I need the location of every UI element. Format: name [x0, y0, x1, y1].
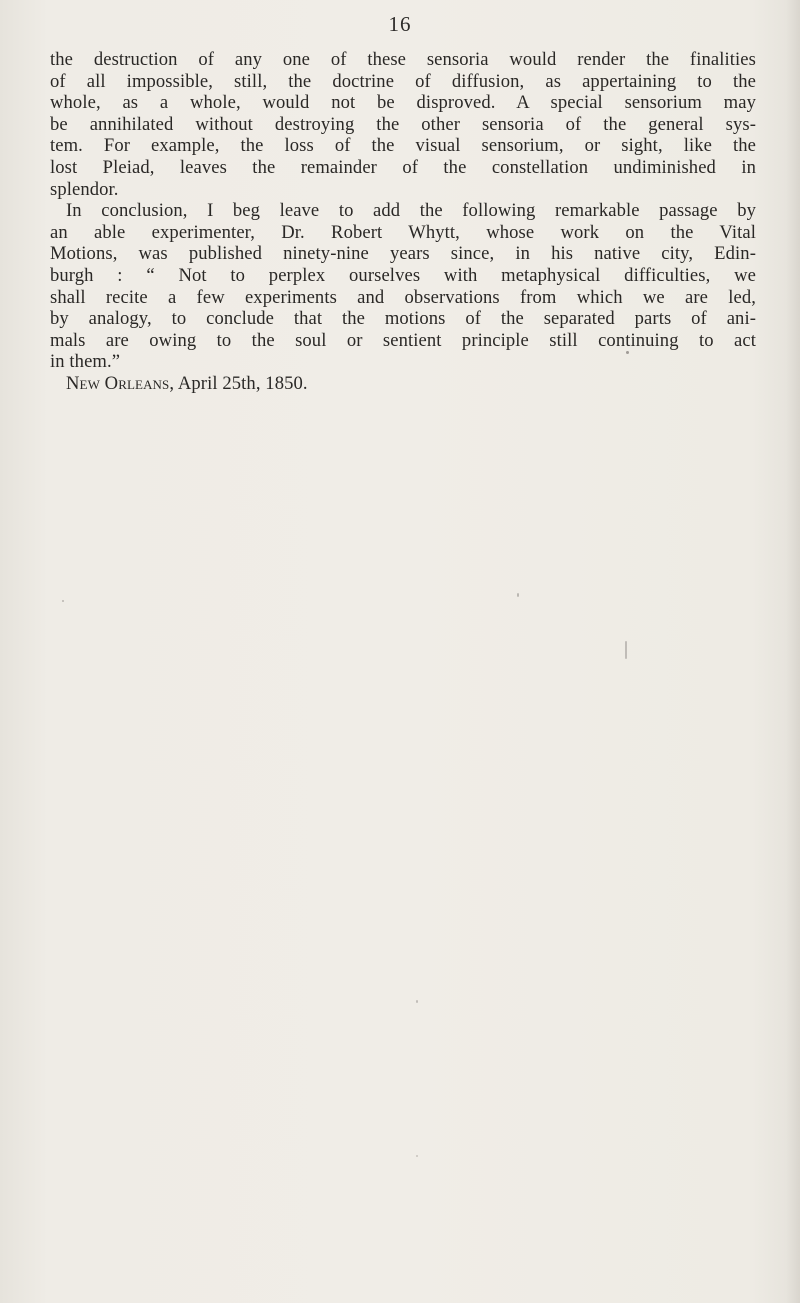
- scan-speck: [416, 1155, 418, 1157]
- scan-speck: [416, 1000, 418, 1003]
- text-line: Motions, was published ninety-nine years since, in his native city, Edin-: [50, 243, 756, 265]
- text-line: lost Pleiad, leaves the remainder of the constellation undiminished in: [50, 156, 756, 178]
- text-line: be annihilated without destroying the other sensoria of the general sys-: [50, 113, 756, 135]
- paragraph-diffusion: [50, 49, 756, 200]
- text-line: in them.”: [50, 351, 121, 373]
- text-line: an able experimenter, Dr. Robert Whytt, whose work on the Vital: [50, 221, 756, 243]
- text-line: mals are owing to the soul or sentient principle still continuing to act: [50, 329, 756, 351]
- text-line: In conclusion, I beg leave to add the following remarkable passage by: [66, 200, 756, 222]
- page-edge-shadow: [786, 0, 800, 1303]
- paragraph-conclusion: [50, 200, 756, 373]
- scan-speck: [626, 351, 629, 354]
- page-number: 16: [388, 12, 412, 36]
- text-line: splendor.: [50, 178, 119, 200]
- text-line: of all impossible, still, the doctrine of diffusion, as appertaining to the: [50, 70, 756, 92]
- scan-speck: [517, 593, 519, 597]
- signoff-date: April 25th, 1850.: [177, 372, 308, 394]
- signoff: [50, 373, 756, 395]
- text-line: the destruction of any one of these sensoria would render the finalities: [50, 49, 756, 70]
- signoff-place: New Orleans,: [66, 372, 175, 394]
- text-line: shall recite a few experiments and observations from which we are led,: [50, 286, 756, 308]
- scan-speck: [62, 600, 64, 602]
- text-line: tem. For example, the loss of the visual sensorium, or sight, like the: [50, 135, 756, 157]
- text-line: burgh : “ Not to perplex ourselves with metaphysical difficulties, we: [50, 264, 756, 286]
- text-line: whole, as a whole, would not be disproved. A special sensorium may: [50, 92, 756, 114]
- text-line: by analogy, to conclude that the motions of the separated parts of ani-: [50, 308, 756, 330]
- body-text: [50, 49, 756, 395]
- scan-speck: [625, 641, 627, 659]
